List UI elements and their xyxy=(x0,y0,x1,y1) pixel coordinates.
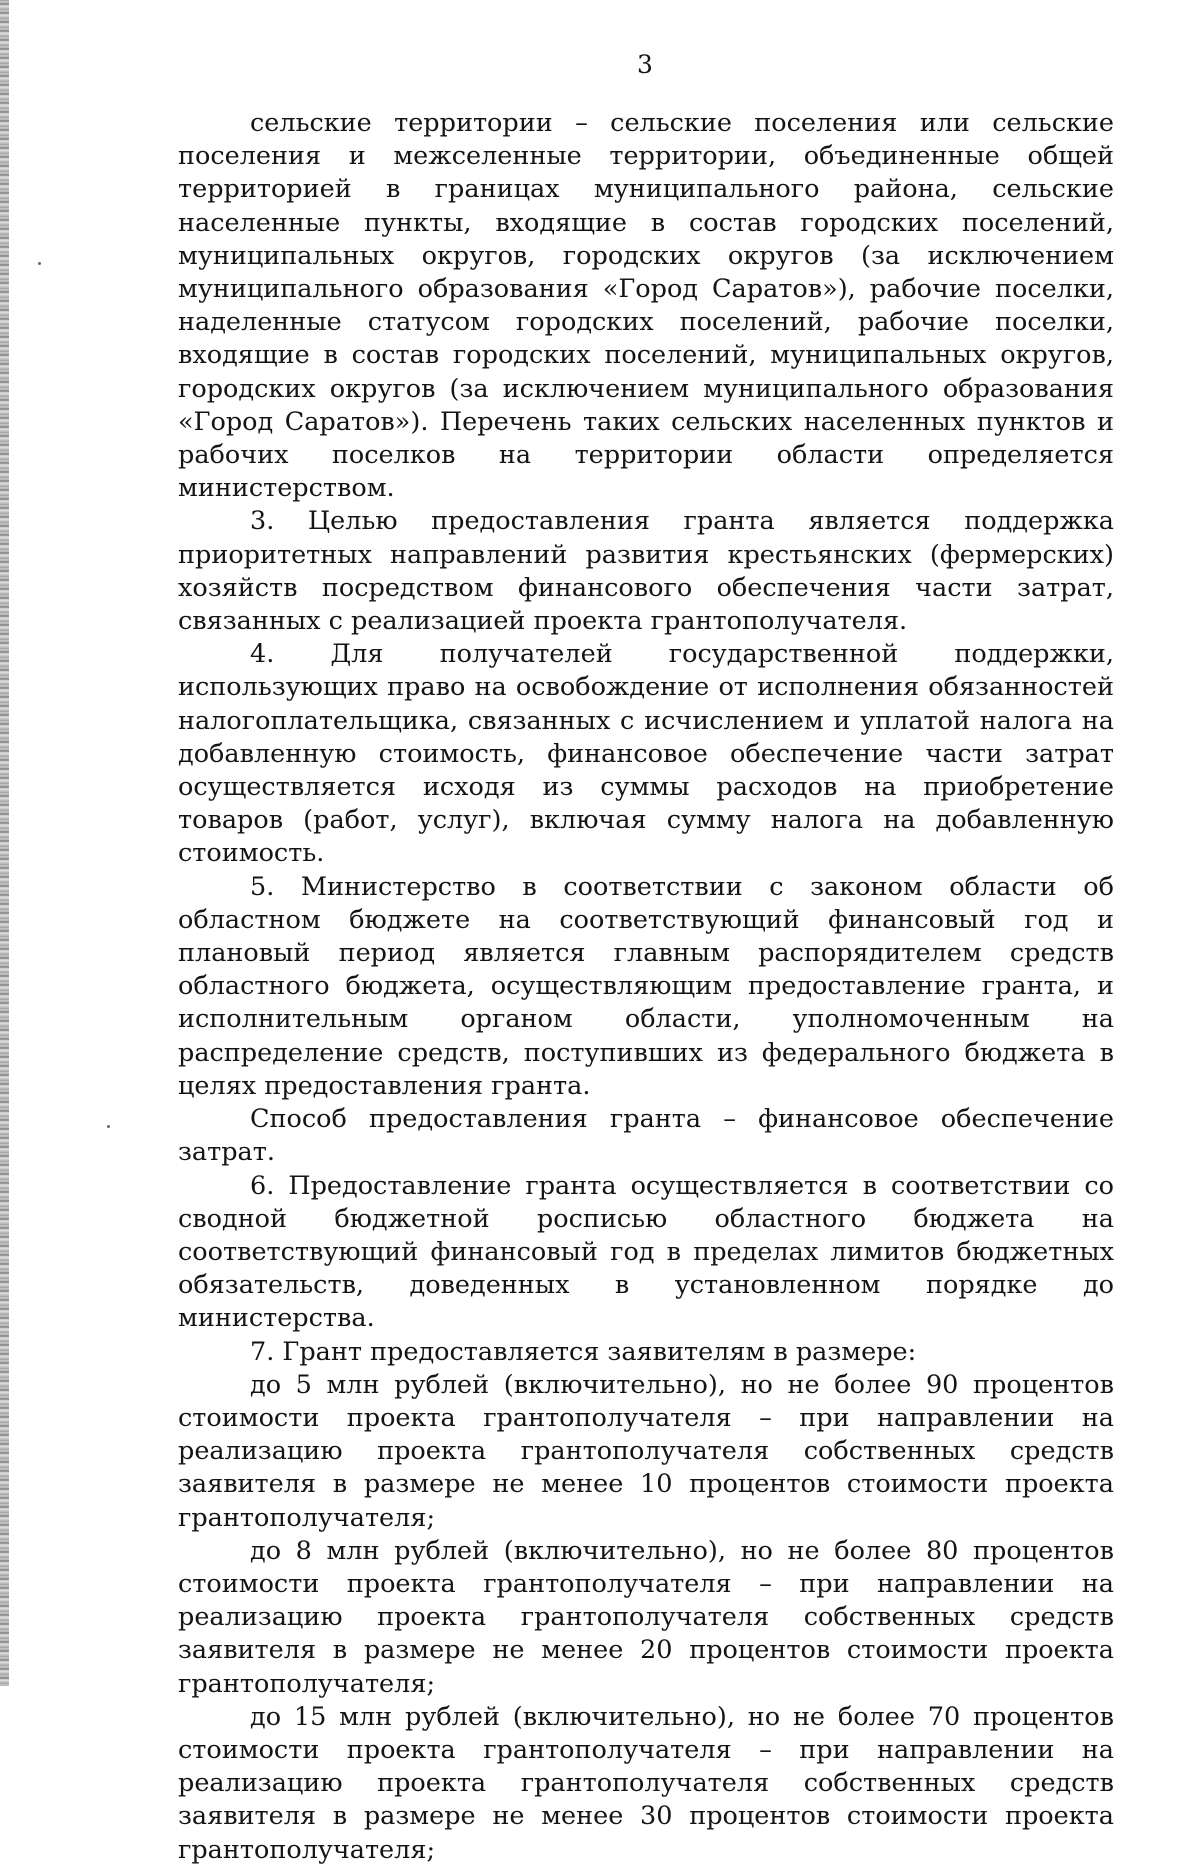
document-body xyxy=(178,107,1114,1867)
scan-speck xyxy=(107,1125,110,1128)
paragraph-grant-method: Способ предоставления гранта – финансовое обеспечение затрат. xyxy=(178,1104,1114,1168)
page-number: 3 xyxy=(637,50,653,79)
scan-edge xyxy=(0,0,9,1686)
paragraph-tier-8m: до 8 млн рублей (включительно), но не более 80 процентов стоимости проекта грантополучателя – при направлении на реализацию проекта грантополучателя собственных средств заявителя в размере не менее 20 процентов стоимости проекта грантополучателя; xyxy=(178,1535,1114,1699)
scan-speck xyxy=(38,262,41,265)
paragraph-5: 5. Министерство в соответствии с законом области об областном бюджете на соответствующий финансовый год и плановый период является главным распорядителем средств областного бюджета, осуществляющим предоставление гранта, и исполнительным органом области, уполномоченным на распределение средств, поступивших из федерального бюджета в целях предоставления гранта. xyxy=(178,871,1114,1101)
paragraph-7: 7. Грант предоставляется заявителям в размере: xyxy=(250,1336,917,1367)
paragraph-rural-territories: сельские территории – сельские поселения или сельские поселения и межселенные территории, объединенные общей территорией в границах муниципального района, сельские населенные пункты, входящие в состав городских поселений, муниципальных округов, городских округов (за исключением муниципального образования «Город Саратов»), рабочие поселки, наделенные статусом городских поселений, рабочие поселки, входящие в состав городских поселений, муниципальных округов, городских округов (за исключением муниципального образования «Город Саратов»). Перечень таких сельских населенных пунктов и рабочих поселков на территории области определяется министерством. xyxy=(178,108,1114,504)
paragraph-4: 4. Для получателей государственной поддержки, использующих право на освобождение от исполнения обязанностей налогоплательщика, связанных с исчислением и уплатой налога на добавленную стоимость, финансовое обеспечение части затрат осуществляется исходя из суммы расходов на приобретение товаров (работ, услуг), включая сумму налога на добавленную стоимость. xyxy=(178,639,1114,869)
paragraph-3: 3. Целью предоставления гранта является поддержка приоритетных направлений развития крестьянских (фермерских) хозяйств посредством финансового обеспечения части затрат, связанных с реализацией проекта грантополучателя. xyxy=(178,506,1114,637)
paragraph-tier-5m: до 5 млн рублей (включительно), но не более 90 процентов стоимости проекта грантополучателя – при направлении на реализацию проекта грантополучателя собственных средств заявителя в размере не менее 10 процентов стоимости проекта грантополучателя; xyxy=(178,1369,1114,1533)
paragraph-6: 6. Предоставление гранта осуществляется в соответствии со сводной бюджетной росписью областного бюджета на соответствующий финансовый год в пределах лимитов бюджетных обязательств, доведенных в установленном порядке до министерства. xyxy=(178,1170,1114,1334)
paragraph-tier-15m: до 15 млн рублей (включительно), но не более 70 процентов стоимости проекта грантополучателя – при направлении на реализацию проекта грантополучателя собственных средств заявителя в размере не менее 30 процентов стоимости проекта грантополучателя; xyxy=(178,1701,1114,1865)
